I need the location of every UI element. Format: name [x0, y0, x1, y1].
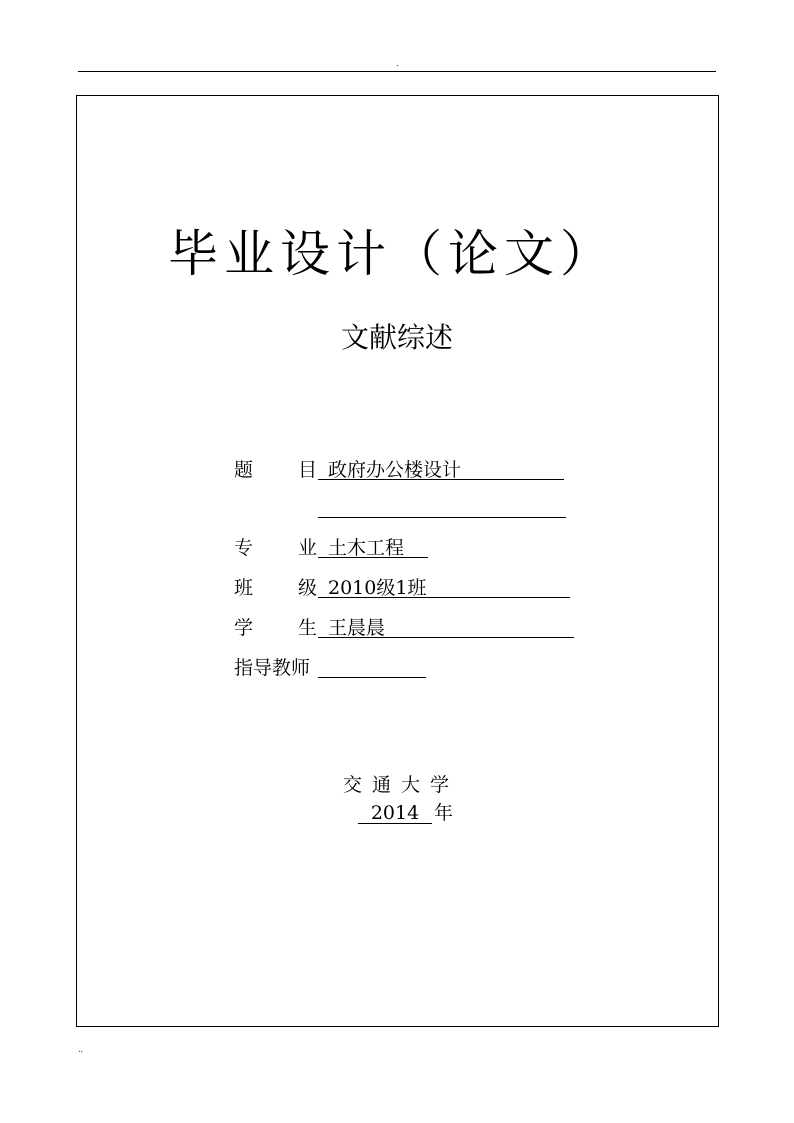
advisor-field	[234, 656, 434, 680]
class-field	[234, 576, 574, 600]
topic-value-line-2	[318, 496, 566, 518]
student-label-a: 学	[234, 617, 254, 639]
class-label-a: 班	[234, 577, 254, 599]
student-value: 王晨晨	[318, 616, 574, 638]
class-label-b: 级	[298, 577, 318, 599]
student-label-b: 生	[298, 617, 318, 639]
topic-value: 政府办公楼设计	[318, 458, 564, 480]
university-name: 交通大学	[342, 774, 459, 796]
topic-field	[234, 458, 566, 482]
topic-label-a: 题	[234, 459, 254, 481]
thesis-title: 毕业设计（论文）	[168, 225, 616, 283]
major-label-b: 业	[298, 537, 318, 559]
major-label-a: 专	[234, 537, 254, 559]
student-field	[234, 616, 578, 640]
year-unit: 年	[434, 802, 454, 824]
topic-label-b: 目	[298, 459, 318, 481]
year-value: 2014	[358, 800, 432, 824]
advisor-label: 指导教师	[234, 657, 311, 679]
footer-mark: ..	[78, 1045, 84, 1054]
major-field	[234, 536, 434, 560]
header-mark: .	[396, 59, 399, 68]
thesis-subtitle: 文献综述	[340, 321, 453, 354]
topic-second-line	[234, 496, 566, 520]
class-value: 2010级1班	[318, 576, 570, 598]
header-rule	[78, 71, 716, 72]
major-value: 土木工程	[318, 536, 428, 558]
advisor-value	[318, 656, 426, 678]
